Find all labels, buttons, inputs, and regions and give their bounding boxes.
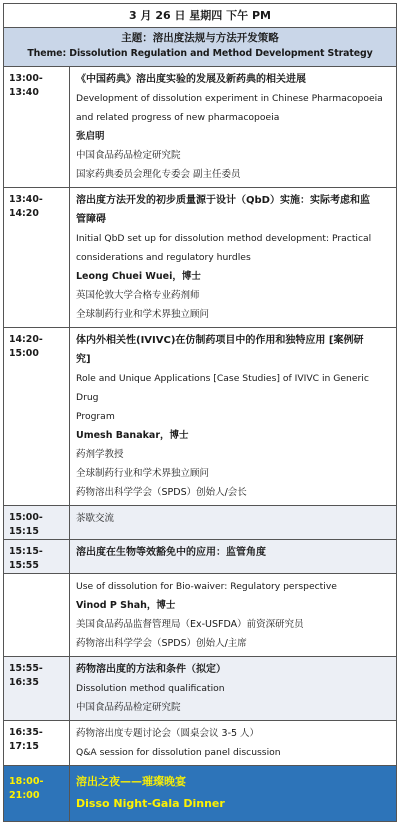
session-time: 18:00-21:00 xyxy=(4,766,70,821)
session-content xyxy=(70,721,396,765)
session-line: Dissolution method qualification xyxy=(76,683,225,694)
session-row xyxy=(4,540,396,574)
speaker-name: Vinod P Shah，博士 xyxy=(76,600,176,611)
session-line: Development of dissolution experiment in Chinese Pharmacopoeia xyxy=(76,93,383,104)
session-content xyxy=(70,188,396,327)
session-time: 15:55-16:35 xyxy=(4,657,70,720)
session-line: and related progress of new pharmacopoeia xyxy=(76,112,280,123)
session-line: Initial QbD set up for dissolution method development: Practical xyxy=(76,233,372,244)
session-content xyxy=(70,67,396,187)
session-line: 药物溶出度专题讨论会（圆桌会议 3-5 人） xyxy=(76,728,260,739)
session-title: 溶出度在生物等效豁免中的应用：监管角度 xyxy=(76,547,266,558)
session-title: 究] xyxy=(76,354,91,365)
speaker-name: Umesh Banakar，博士 xyxy=(76,430,189,441)
speaker-name: 张启明 xyxy=(76,131,105,142)
session-row xyxy=(4,721,396,766)
theme-banner xyxy=(4,28,396,67)
session-row xyxy=(4,657,396,721)
session-row xyxy=(4,188,396,328)
session-time: 16:35-17:15 xyxy=(4,721,70,765)
schedule-table xyxy=(3,3,397,822)
gala-dinner-row xyxy=(4,766,396,821)
session-line: Use of dissolution for Bio-waiver: Regulatory perspective xyxy=(76,581,337,592)
session-line: 药物溶出科学学会（SPDS）创始人/会长 xyxy=(76,487,247,498)
session-content xyxy=(70,574,396,656)
session-time: 13:00-13:40 xyxy=(4,67,70,187)
session-title: 《中国药典》溶出度实验的发展及新药典的相关进展 xyxy=(76,74,306,85)
session-row xyxy=(4,506,396,540)
session-line: considerations and regulatory hurdles xyxy=(76,252,251,263)
session-row xyxy=(4,574,396,657)
session-line: 国家药典委员会理化专委会 副主任委员 xyxy=(76,169,241,180)
session-content xyxy=(70,657,396,720)
session-line: Role and Unique Applications [Case Studies] of IVIVC in Generic Drug xyxy=(76,373,369,403)
session-rows xyxy=(4,67,396,821)
session-row xyxy=(4,328,396,506)
session-line: 美国食品药品监督管理局（Ex-USFDA）前资深研究员 xyxy=(76,619,304,630)
session-title: 药物溶出度的方法和条件（拟定） xyxy=(76,664,226,675)
session-line: Q&A session for dissolution panel discussion xyxy=(76,747,281,758)
session-time: 14:20-15:00 xyxy=(4,328,70,505)
session-line: 全球制药行业和学术界独立顾问 xyxy=(76,309,210,320)
speaker-name: Leong Chuei Wuei，博士 xyxy=(76,271,201,282)
session-line: 中国食品药品检定研究院 xyxy=(76,702,181,713)
session-title: 溶出之夜——璀璨晚宴 xyxy=(76,775,186,788)
session-content xyxy=(70,506,396,539)
session-title: 溶出度方法开发的初步质量源于设计（QbD）实施：实际考虑和监 xyxy=(76,195,370,206)
session-content xyxy=(70,328,396,505)
session-title: 管障碍 xyxy=(76,214,106,225)
schedule-date: 3 月 26 日 星期四 下午 PM xyxy=(4,4,396,28)
session-line: 全球制药行业和学术界独立顾问 xyxy=(76,468,210,479)
session-line: 英国伦敦大学合格专业药剂师 xyxy=(76,290,200,301)
session-line: 药剂学教授 xyxy=(76,449,124,460)
session-content xyxy=(70,766,396,821)
session-line: Program xyxy=(76,411,115,422)
theme-title-cn: 主题：溶出度法规与方法开发策略 xyxy=(121,32,279,44)
session-title: Disso Night-Gala Dinner xyxy=(76,797,225,810)
session-time: 13:40-14:20 xyxy=(4,188,70,327)
session-time: 15:15-15:55 xyxy=(4,540,70,573)
session-line: 中国食品药品检定研究院 xyxy=(76,150,181,161)
theme-title-en: Theme: Dissolution Regulation and Method Development Strategy xyxy=(27,48,373,59)
session-content xyxy=(70,540,396,573)
session-time: 15:00-15:15 xyxy=(4,506,70,539)
session-line: 茶歇交流 xyxy=(76,513,115,524)
session-line: 药物溶出科学学会（SPDS）创始人/主席 xyxy=(76,638,247,649)
session-row xyxy=(4,67,396,188)
session-title: 体内外相关性(IVIVC)在仿制药项目中的作用和独特应用 [案例研 xyxy=(76,335,364,346)
session-time xyxy=(4,574,70,656)
